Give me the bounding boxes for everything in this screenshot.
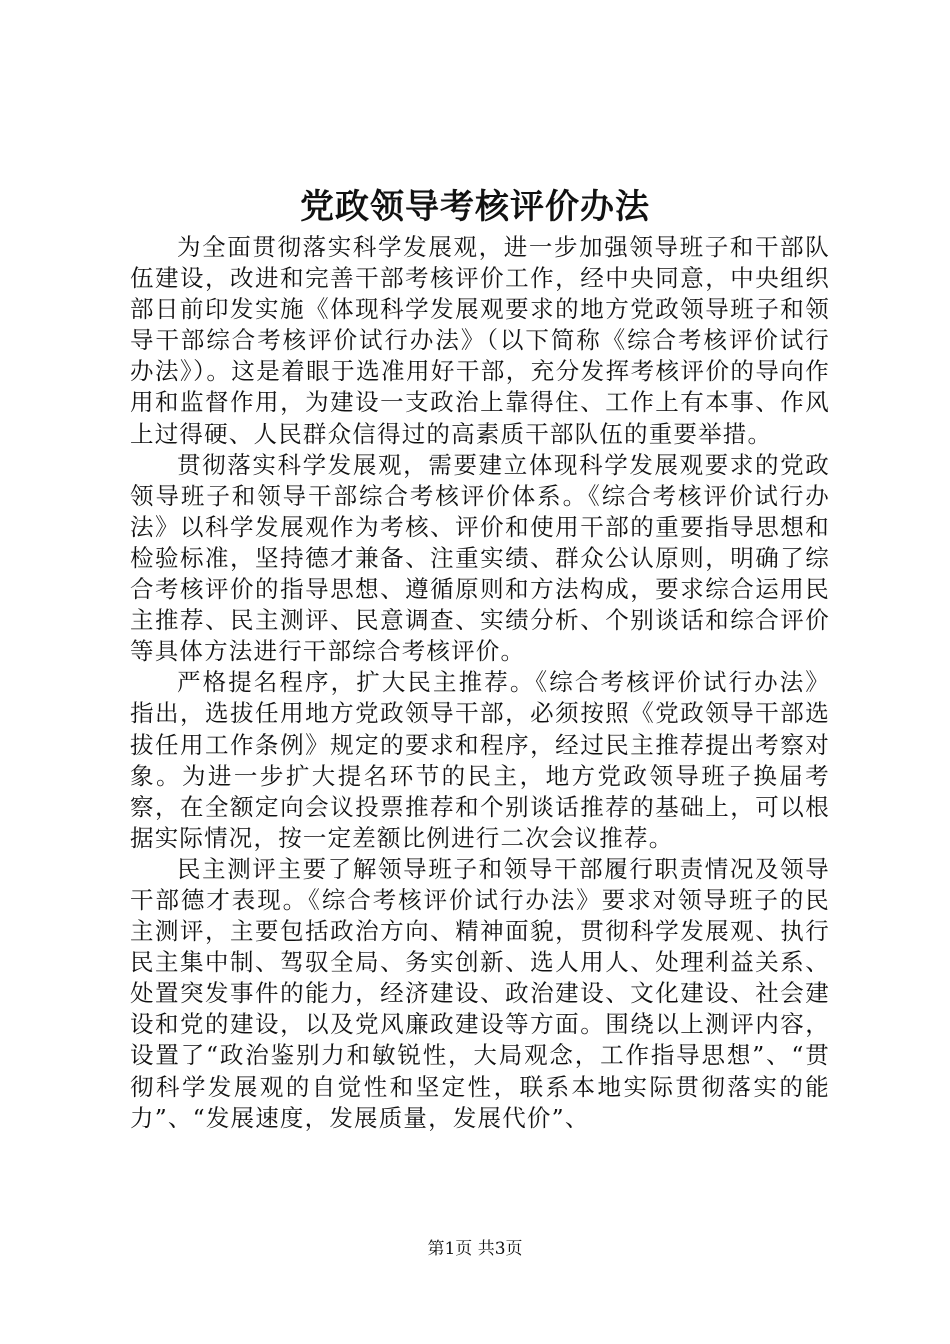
paragraph-1: 为全面贯彻落实科学发展观，进一步加强领导班子和干部队伍建设，改进和完善干部考核评价工作，经中央同意，中央组织部日前印发实施《体现科学发展观要求的地方党政领导班子和领导干部综合考核评价试行办法》（以下简称《综合考核评价试行办法》）。这是着眼于选准用好干部，充分发挥考核评价的导向作用和监督作用，为建设一支政治上靠得住、工作上有本事、作风上过得硬、人民群众信得过的高素质干部队伍的重要举措。	[130, 233, 830, 448]
paragraph-3: 严格提名程序，扩大民主推荐。《综合考核评价试行办法》指出，选拔任用地方党政领导干部，必须按照《党政领导干部选拔任用工作条例》规定的要求和程序，经过民主推荐提出考察对象。为进一步扩大提名环节的民主，地方党政领导班子换届考察，在全额定向会议投票推荐和个别谈话推荐的基础上，可以根据实际情况，按一定差额比例进行二次会议推荐。	[130, 668, 830, 852]
paragraph-4: 民主测评主要了解领导班子和领导干部履行职责情况及领导干部德才表现。《综合考核评价试行办法》要求对领导班子的民主测评，主要包括政治方向、精神面貌，贯彻科学发展观、执行民主集中制、驾驭全局、务实创新、选人用人、处理利益关系、处置突发事件的能力，经济建设、政治建设、文化建设、社会建设和党的建设，以及党风廉政建设等方面。围绕以上测评内容，设置了“政治鉴别力和敏锐性，大局观念，工作指导思想”、“贯彻科学发展观的自觉性和坚定性，联系本地实际贯彻落实的能力”、“发展速度，发展质量，发展代价”、	[130, 854, 830, 1132]
page-number-footer: 第1页 共3页	[427, 1239, 523, 1259]
paragraph-2: 贯彻落实科学发展观，需要建立体现科学发展观要求的党政领导班子和领导干部综合考核评价体系。《综合考核评价试行办法》以科学发展观作为考核、评价和使用干部的重要指导思想和检验标准，坚持德才兼备、注重实绩、群众公认原则，明确了综合考核评价的指导思想、遵循原则和方法构成，要求综合运用民主推荐、民主测评、民意调查、实绩分析、个别谈话和综合评价等具体方法进行干部综合考核评价。	[130, 450, 830, 666]
document-body	[130, 232, 830, 1134]
document-title: 党政领导考核评价办法	[300, 187, 650, 227]
